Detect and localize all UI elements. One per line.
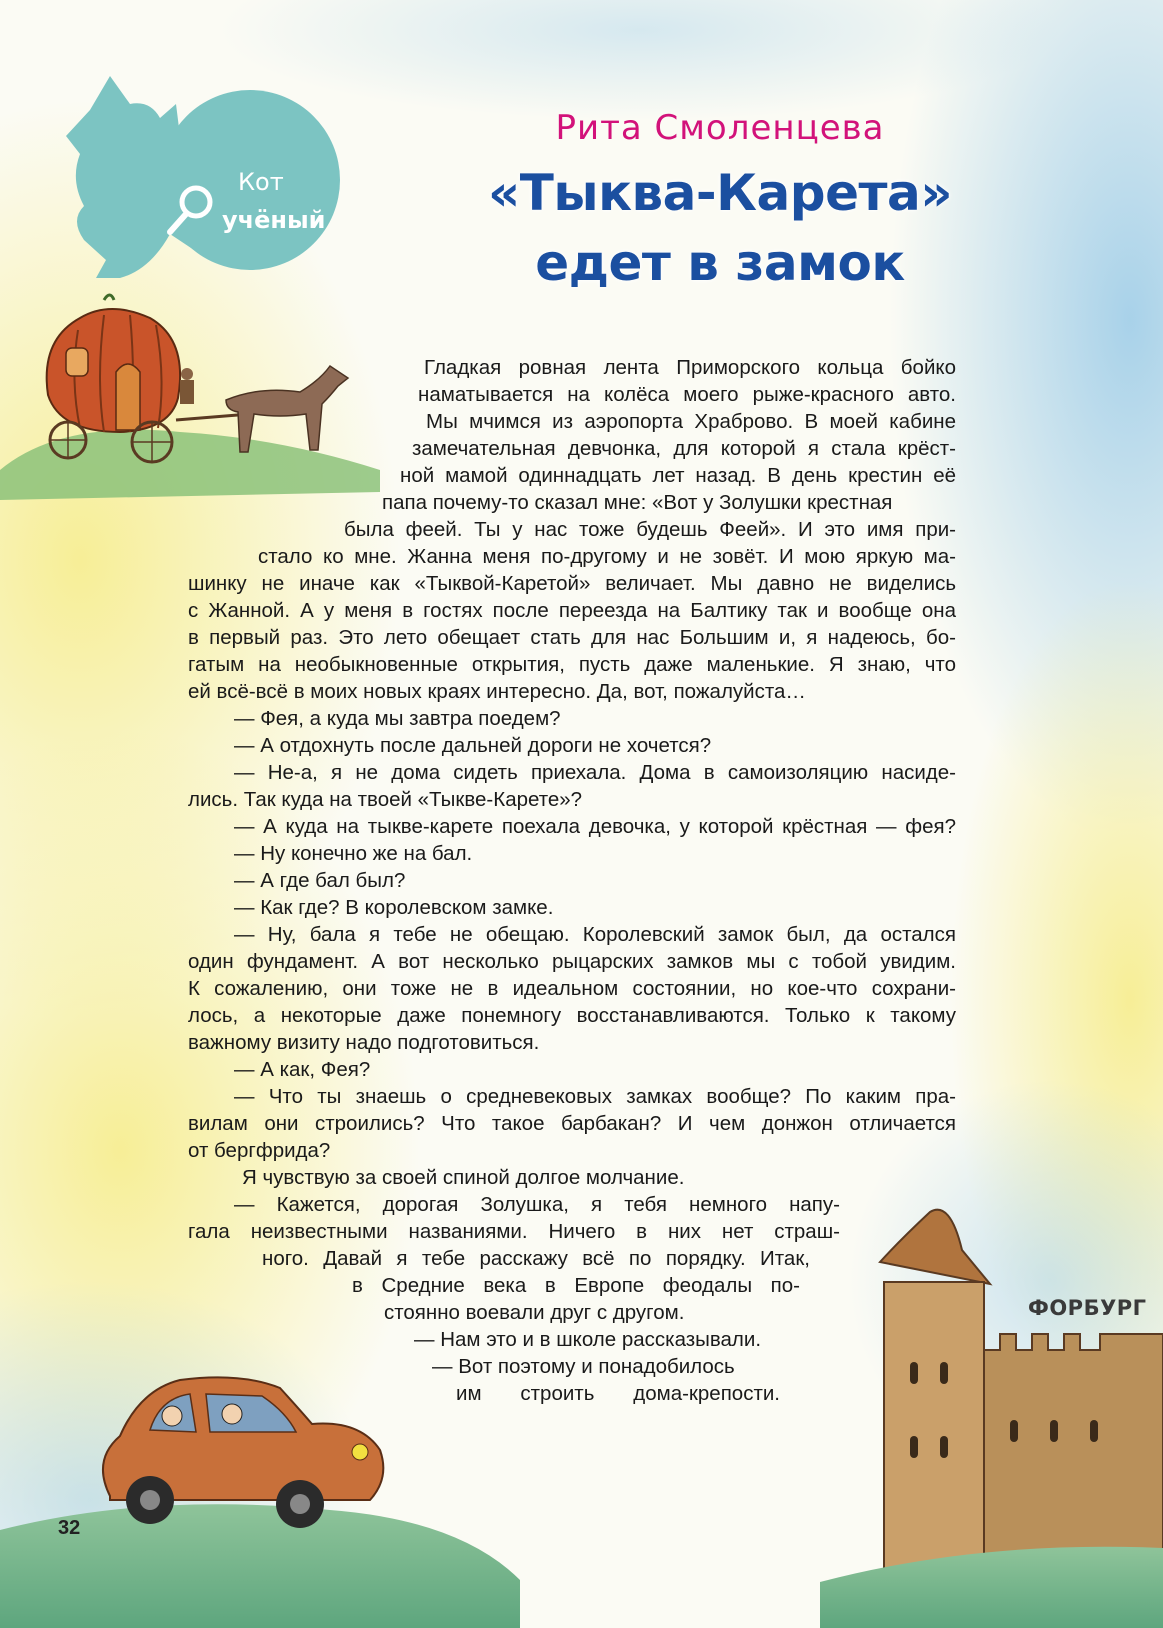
body-line: — Кажется, дорогая Золушка, я тебя немного напу- <box>234 1193 840 1216</box>
body-line: — Ну, бала я тебе не обещаю. Королевский замок был, да остался <box>234 923 956 946</box>
body-line: была феей. Ты у нас тоже будешь Феей». И это имя при- <box>344 518 956 541</box>
body-line: от бергфрида? <box>188 1139 331 1162</box>
body-line: стоянно воевали друг с другом. <box>384 1301 685 1324</box>
body-line: папа почему-то сказал мне: «Вот у Золушки крестная <box>382 491 893 514</box>
body-line: в Средние века в Европе феодалы по- <box>352 1274 800 1297</box>
title-line-2: едет в замок <box>535 234 905 292</box>
article-title <box>470 158 970 298</box>
author-name: Рита Смоленцева <box>555 108 885 148</box>
body-line: К сожалению, они тоже не в идеальном состоянии, но кое-что сохрани- <box>188 977 956 1000</box>
body-line: — Вот поэтому и понадобилось <box>432 1355 735 1378</box>
castle-label: ФОРБУРГ <box>1028 1296 1147 1320</box>
body-line: ного. Давай я тебе расскажу всё по порядку. Итак, <box>262 1247 810 1270</box>
body-line: Я чувствую за своей спиной долгое молчание. <box>242 1166 685 1189</box>
body-line: ной мамой одиннадцать лет назад. В день крестин её <box>400 464 956 487</box>
page-number: 32 <box>58 1517 81 1539</box>
body-line: шинку не иначе как «Тыквой-Каретой» величает. Мы давно не виделись <box>188 572 956 595</box>
body-line: гала неизвестными названиями. Ничего в них нет страш- <box>188 1220 840 1243</box>
body-line: — А как, Фея? <box>234 1058 371 1081</box>
body-line: с Жанной. А у меня в гостях после переезда на Балтику так и вообще она <box>188 599 956 622</box>
body-line: — Ну конечно же на бал. <box>234 842 473 865</box>
body-line: лись. Так куда на твоей «Тыкве-Карете»? <box>188 788 583 811</box>
body-line: ей всё-всё в моих новых краях интересно. Да, вот, пожалуйста… <box>188 680 806 703</box>
body-line: один фундамент. А вот несколько рыцарских замков мы с тобой увидим. <box>188 950 956 973</box>
body-line: гатым на необыкновенные открытия, пусть даже маленькие. Я знаю, что <box>188 653 956 676</box>
title-line-1: «Тыква-Карета» <box>487 164 953 222</box>
kot-uchenyi-badge <box>0 40 360 300</box>
badge-line2: учёный <box>222 206 326 234</box>
body-line: наматывается на колёса моего рыже-красного авто. <box>418 383 956 406</box>
body-line: — А отдохнуть после дальней дороги не хочется? <box>234 734 712 757</box>
body-line: важному визиту надо подготовиться. <box>188 1031 540 1054</box>
body-line: вилам они строились? Что такое барбакан? И чем донжон отличается <box>188 1112 956 1135</box>
body-line: — А куда на тыкве-карете поехала девочка, у которой крёстная — фея? <box>234 815 956 838</box>
body-line: лось, а некоторые даже понемногу восстанавливаются. Только к такому <box>188 1004 956 1027</box>
body-line: стало ко мне. Жанна меня по-другому и не зовёт. И мою яркую ма- <box>258 545 956 568</box>
body-line: Мы мчимся из аэропорта Храброво. В моей кабине <box>426 410 956 433</box>
body-line: — Нам это и в школе рассказывали. <box>414 1328 762 1351</box>
body-line: — А где бал был? <box>234 869 406 892</box>
body-line: — Как где? В королевском замке. <box>234 896 554 919</box>
badge-line1: Кот <box>238 168 284 196</box>
grass-bottom-right <box>820 1547 1163 1628</box>
body-line: — Фея, а куда мы завтра поедем? <box>234 707 561 730</box>
body-line: Гладкая ровная лента Приморского кольца бойко <box>424 356 956 379</box>
body-line: замечательная девчонка, для которой я стала крёст- <box>412 437 956 460</box>
body-line: — Не-а, я не дома сидеть приехала. Дома в самоизоляцию насиде- <box>234 761 956 784</box>
body-line: — Что ты знаешь о средневековых замках вообще? По каким пра- <box>234 1085 956 1108</box>
body-line: в первый раз. Это лето обещает стать для нас Большим и, я надеюсь, бо- <box>188 626 956 649</box>
body-line: им строить дома-крепости. <box>456 1382 780 1405</box>
